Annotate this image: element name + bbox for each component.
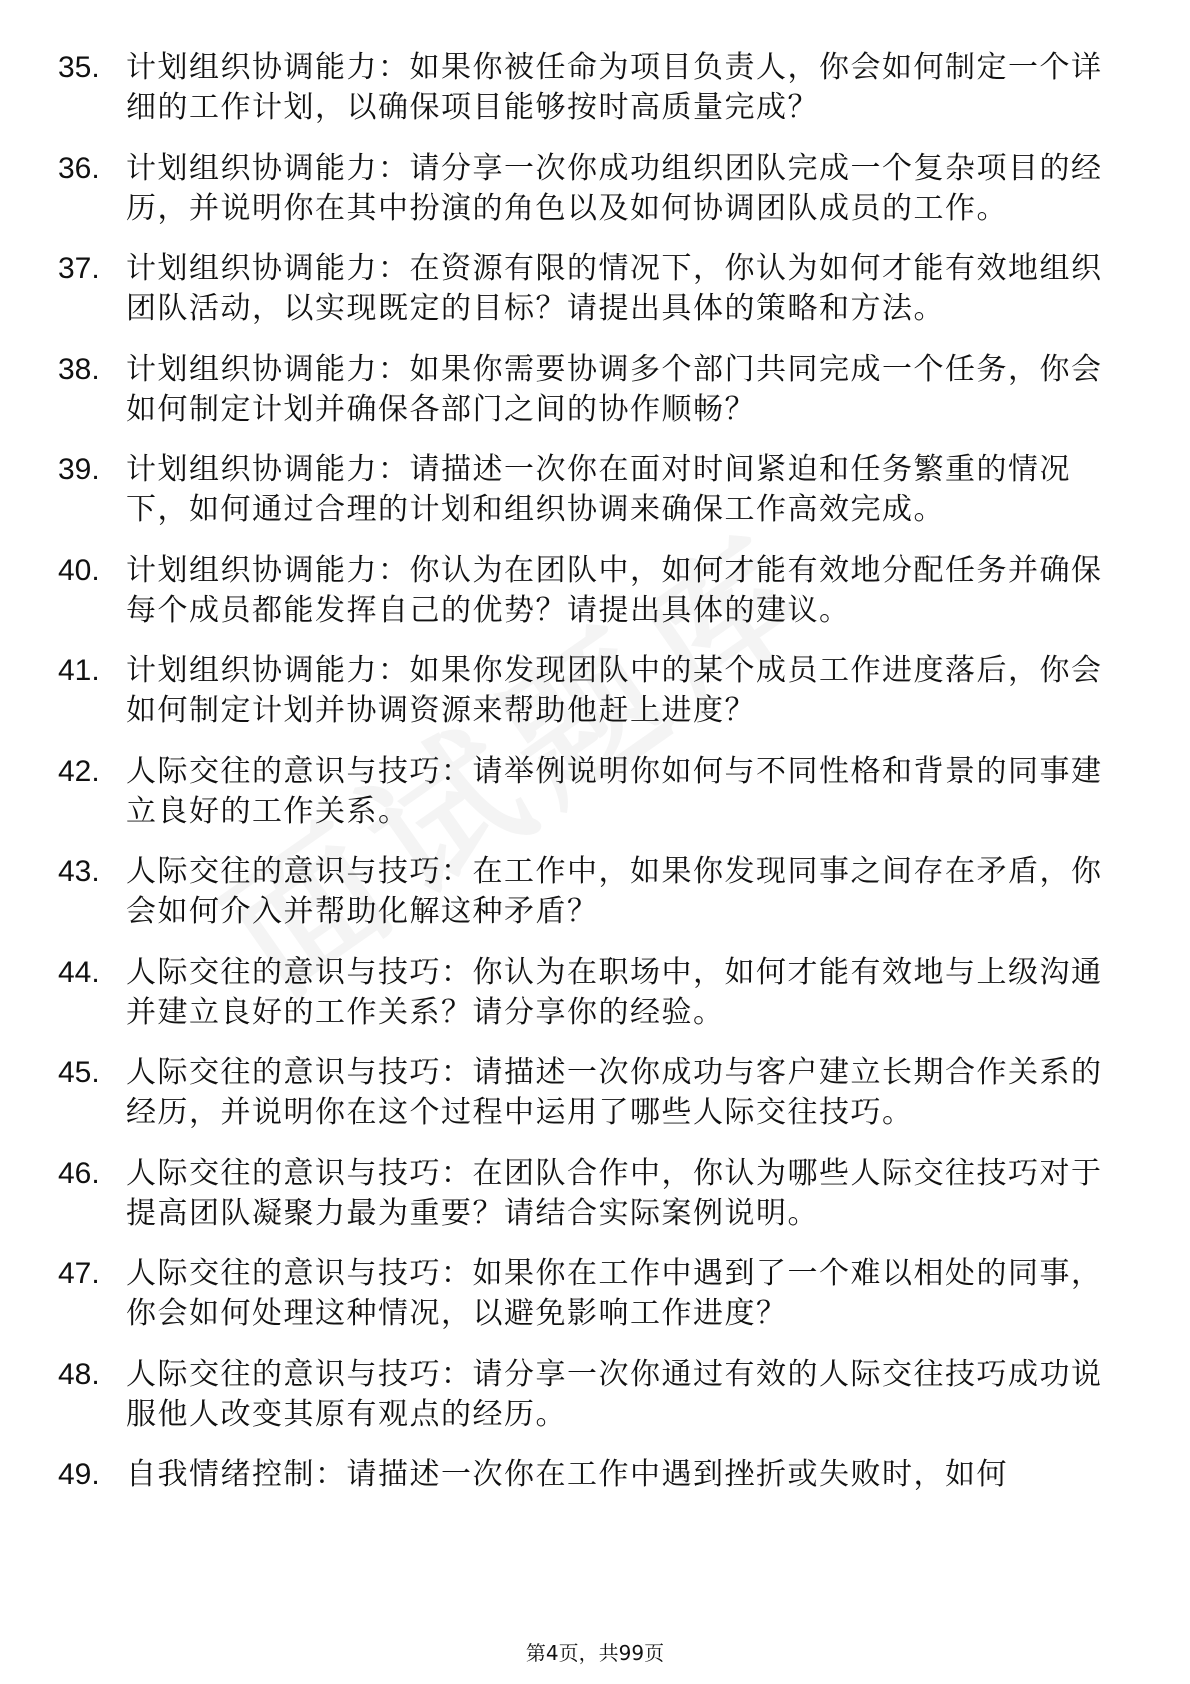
question-number: 35. [58,51,100,84]
question-number: 43. [58,855,100,888]
question-item [58,48,1138,128]
question-list [58,48,1138,1516]
question-number: 39. [58,453,100,486]
page-footer [0,1640,1190,1666]
question-number: 40. [58,553,100,587]
question-number: 42. [58,754,100,788]
question-number: 38. [58,352,100,386]
question-item [58,953,1138,1033]
question-text: 计划组织协调能力：如果你发现团队中的某个成员工作进度落后，你会如何制定计划并协调资源来帮助他赶上进度？ [126,653,1103,728]
question-text: 计划组织协调能力：如果你需要协调多个部门共同完成一个任务，你会如何制定计划并确保各部门之间的协作顺畅？ [126,351,1103,427]
question-number: 49. [58,1458,100,1491]
question-number: 36. [58,151,100,185]
question-item [58,350,1138,430]
question-text: 人际交往的意识与技巧：请分享一次你通过有效的人际交往技巧成功说服他人改变其原有观点的经历。 [126,1356,1103,1432]
question-text: 人际交往的意识与技巧：请举例说明你如何与不同性格和背景的同事建立良好的工作关系。 [126,753,1103,829]
question-text: 计划组织协调能力：在资源有限的情况下，你认为如何才能有效地组织团队活动，以实现既定的目标？请提出具体的策略和方法。 [126,251,1103,326]
question-text: 人际交往的意识与技巧：如果你在工作中遇到了一个难以相处的同事，你会如何处理这种情况，以避免影响工作进度？ [126,1256,1103,1331]
question-number: 47. [58,1257,100,1290]
question-text: 人际交往的意识与技巧：在团队合作中，你认为哪些人际交往技巧对于提高团队凝聚力最为重要？请结合实际案例说明。 [126,1155,1103,1231]
question-text: 计划组织协调能力：请描述一次你在面对时间紧迫和任务繁重的情况下，如何通过合理的计划和组织协调来确保工作高效完成。 [126,452,1071,527]
question-item [58,249,1138,329]
page-number-label: 第4页，共99页 [525,1641,665,1665]
question-number: 48. [58,1357,100,1391]
question-item [58,651,1138,731]
question-number: 44. [58,955,100,989]
question-text: 计划组织协调能力：如果你被任命为项目负责人，你会如何制定一个详细的工作计划，以确保项目能够按时高质量完成？ [126,50,1103,125]
question-item [58,450,1138,530]
question-item [58,1154,1138,1234]
question-text: 人际交往的意识与技巧：请描述一次你成功与客户建立长期合作关系的经历，并说明你在这个过程中运用了哪些人际交往技巧。 [126,1055,1103,1130]
question-text: 自我情绪控制：请描述一次你在工作中遇到挫折或失败时，如何 [126,1457,1008,1492]
question-number: 45. [58,1056,100,1089]
question-text: 计划组织协调能力：你认为在团队中，如何才能有效地分配任务并确保每个成员都能发挥自己的优势？请提出具体的建议。 [126,552,1103,628]
question-item [58,852,1138,932]
question-item [58,149,1138,229]
question-item [58,1355,1138,1435]
question-number: 37. [58,252,100,285]
question-item [58,1053,1138,1133]
question-item [58,1254,1138,1334]
question-item [58,1455,1138,1495]
question-item [58,752,1138,832]
question-text: 人际交往的意识与技巧：在工作中，如果你发现同事之间存在矛盾，你会如何介入并帮助化解这种矛盾？ [126,854,1103,929]
question-number: 41. [58,654,100,687]
question-number: 46. [58,1156,100,1190]
question-text: 计划组织协调能力：请分享一次你成功组织团队完成一个复杂项目的经历，并说明你在其中扮演的角色以及如何协调团队成员的工作。 [126,150,1103,226]
question-text: 人际交往的意识与技巧：你认为在职场中，如何才能有效地与上级沟通并建立良好的工作关系？请分享你的经验。 [126,954,1103,1030]
question-item [58,551,1138,631]
